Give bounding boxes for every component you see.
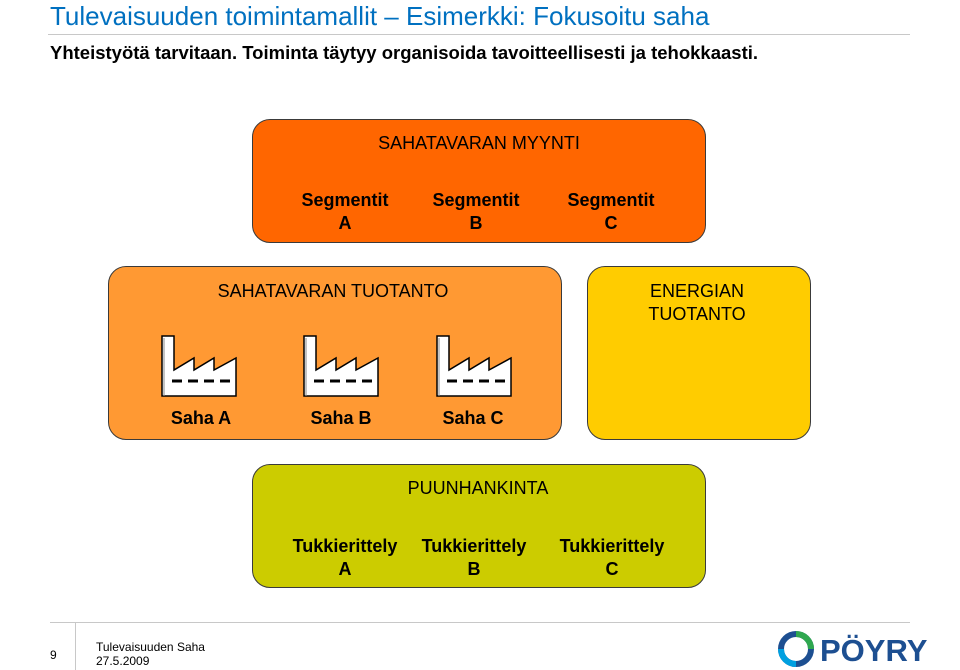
- logo-text: PÖYRY: [820, 633, 928, 668]
- mill-b-label: Saha B: [310, 408, 372, 428]
- mill-c-label: Saha C: [442, 408, 504, 428]
- wood-procurement-title: PUUNHANKINTA: [407, 478, 549, 498]
- mill-a-label: Saha A: [170, 408, 232, 428]
- footer-divider: [50, 622, 910, 623]
- factory-icon: [300, 334, 382, 398]
- footer-text: Tulevaisuuden Saha 27.5.2009: [96, 640, 205, 668]
- segment-b-label: Segmentit B: [432, 190, 520, 233]
- factory-icon: [158, 334, 240, 398]
- page-subtitle: Yhteistyötä tarvitaan. Toiminta täytyy organisoida tavoitteellisesti ja tehokkaasti.: [50, 42, 759, 63]
- poyry-logo: [778, 630, 954, 668]
- segment-a-label: Segmentit A: [301, 190, 389, 233]
- sales-title: SAHATAVARAN MYYNTI: [378, 133, 580, 153]
- page-title: Tulevaisuuden toimintamallit – Esimerkki: Fokusoitu saha: [50, 1, 710, 31]
- factory-icon: [433, 334, 515, 398]
- log-sorting-c-label: Tukkierittely C: [559, 536, 665, 579]
- footer-divider-vertical: [75, 622, 76, 670]
- sawn-production-title: SAHATAVARAN TUOTANTO: [217, 281, 449, 301]
- log-sorting-a-label: Tukkierittely A: [292, 536, 398, 579]
- energy-production-label: ENERGIAN TUOTANTO: [648, 281, 746, 324]
- segment-c-label: Segmentit C: [567, 190, 655, 233]
- title-divider: [48, 34, 910, 35]
- page-number: 9: [50, 648, 57, 662]
- log-sorting-b-label: Tukkierittely B: [421, 536, 527, 579]
